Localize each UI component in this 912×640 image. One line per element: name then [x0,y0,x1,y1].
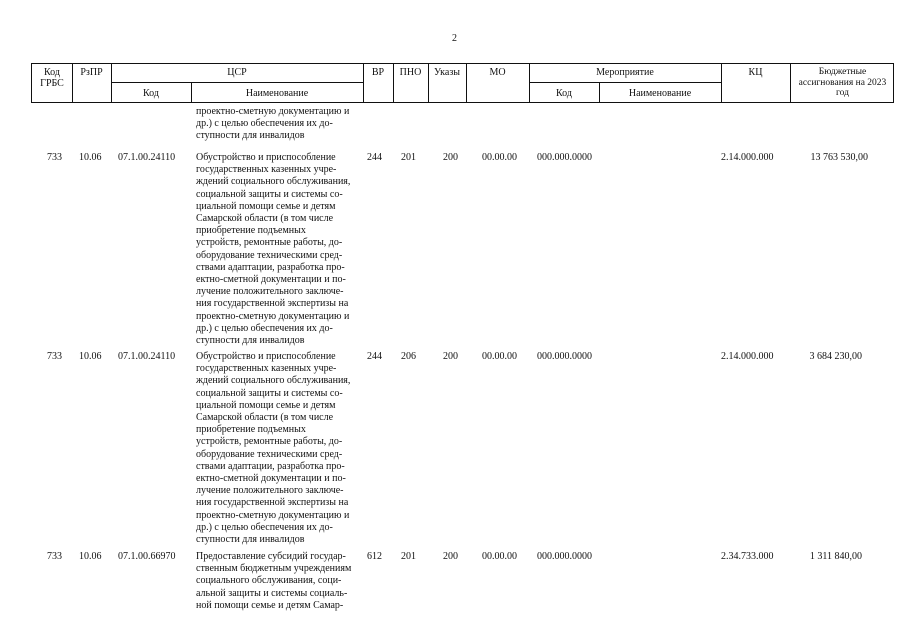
cell-amount: 13 763 530,00 [810,152,868,163]
text-line: ждений социального обслуживания, [196,176,351,188]
cell-grbs: 733 [47,351,62,362]
text-line: проектно-сметную документацию и [196,509,350,521]
header-mo: МО [489,67,506,78]
text-line: социальной защиты и системы со- [196,387,343,399]
cell-mo: 00.00.00 [482,152,517,163]
cell-csr-name [196,351,371,546]
text-line: др.) с целью обеспечения их до- [196,322,333,334]
text-line: ной помощи семье и детям Самар- [196,599,344,611]
text-line: др.) с целью обеспечения их до- [196,521,333,533]
text-line: устройств, ремонтные работы, до- [196,237,343,249]
cell-grbs: 733 [47,551,62,562]
text-line: оборудование техническими сред- [196,448,343,460]
table-header [31,63,894,103]
cell-mo: 00.00.00 [482,551,517,562]
text-line: альной защиты и системы социаль- [196,587,348,599]
header-mer-kod: Код [556,88,572,99]
text-line: ступности для инвалидов [196,130,305,142]
text-line: устройств, ремонтные работы, до- [196,436,343,448]
text-line: ектно-сметной документации и по- [196,274,346,286]
cell-csr-kod: 07.1.00.24110 [118,152,176,163]
text-line: проектно-сметную документацию и [196,106,350,117]
text-line: ступности для инвалидов [196,534,305,546]
cell-mer-kod: 000.000.0000 [537,351,592,362]
text-line: циальной помощи семье и детям [196,399,336,411]
cell-mo: 00.00.00 [482,351,517,362]
text-line: государственных казенных учре- [196,164,337,176]
header-csr-name: Наименование [245,88,309,99]
cell-amount: 1 311 840,00 [809,551,862,562]
cell-ukazy: 200 [443,551,458,562]
text-line: ждений социального обслуживания, [196,375,351,387]
text-line: лучение положительного заключе- [196,485,344,497]
cell-pno: 206 [401,351,416,362]
header-pno: ПНО [399,67,422,78]
cell-amount: 3 684 230,00 [809,351,862,362]
header-budget: Бюджетные ассигнования на 2023 год [798,67,887,98]
cell-rzpr: 10.06 [79,551,102,562]
cell-pno: 201 [401,152,416,163]
text-line: Предоставление субсидий государ- [196,551,346,562]
header-kod-grbs: Код ГРБС [40,67,64,89]
cell-csr-name [196,551,371,612]
text-line: приобретение подъемных [196,225,306,237]
text-line: Самарской области (в том числе [196,213,334,225]
text-line: ния государственной экспертизы на [196,298,349,310]
text-line: Самарской области (в том числе [196,412,334,424]
cell-ukazy: 200 [443,351,458,362]
cell-mer-kod: 000.000.0000 [537,152,592,163]
header-csr: ЦСР [227,67,247,78]
text-line: ния государственной экспертизы на [196,497,349,509]
cell-kc: 2.14.000.000 [721,152,774,163]
page-number: 2 [452,33,457,44]
text-line: ектно-сметной документации и по- [196,473,346,485]
text-line: социальной защиты и системы со- [196,188,343,200]
text-line: приобретение подъемных [196,424,306,436]
cell-pno: 201 [401,551,416,562]
header-mer-name: Наименование [628,88,692,99]
header-rzpr: РзПР [80,67,103,78]
cell-grbs: 733 [47,152,62,163]
cell-vr: 244 [367,152,382,163]
text-line: Обустройство и приспособление [196,351,336,362]
text-line: ступности для инвалидов [196,335,305,347]
text-line: ствами адаптации, разработка про- [196,261,345,273]
table-body [31,103,894,640]
header-csr-kod: Код [143,88,159,99]
cell-csr-name [196,152,371,347]
header-ukazy: Указы [433,67,460,78]
cell-vr: 612 [367,551,382,562]
cell-ukazy: 200 [443,152,458,163]
cell-mer-kod: 000.000.0000 [537,551,592,562]
text-line: др.) с целью обеспечения их до- [196,118,333,130]
cell-rzpr: 10.06 [79,351,102,362]
cell-kc: 2.34.733.000 [721,551,774,562]
text-line: оборудование техническими сред- [196,249,343,261]
cell-rzpr: 10.06 [79,152,102,163]
header-meropriyatie: Мероприятие [596,67,654,78]
text-line: проектно-сметную документацию и [196,310,350,322]
continuation-text [196,106,371,143]
header-vr: ВР [371,67,385,78]
cell-csr-kod: 07.1.00.24110 [118,351,176,362]
text-line: ствами адаптации, разработка про- [196,460,345,472]
cell-kc: 2.14.000.000 [721,351,774,362]
text-line: лучение положительного заключе- [196,286,344,298]
cell-csr-kod: 07.1.00.66970 [118,551,176,562]
text-line: циальной помощи семье и детям [196,200,336,212]
text-line: государственных казенных учре- [196,363,337,375]
header-kc: КЦ [748,67,763,78]
text-line: ственным бюджетным учреждениям [196,563,352,575]
cell-vr: 244 [367,351,382,362]
text-line: социального обслуживания, соци- [196,575,342,587]
text-line: Обустройство и приспособление [196,152,336,163]
